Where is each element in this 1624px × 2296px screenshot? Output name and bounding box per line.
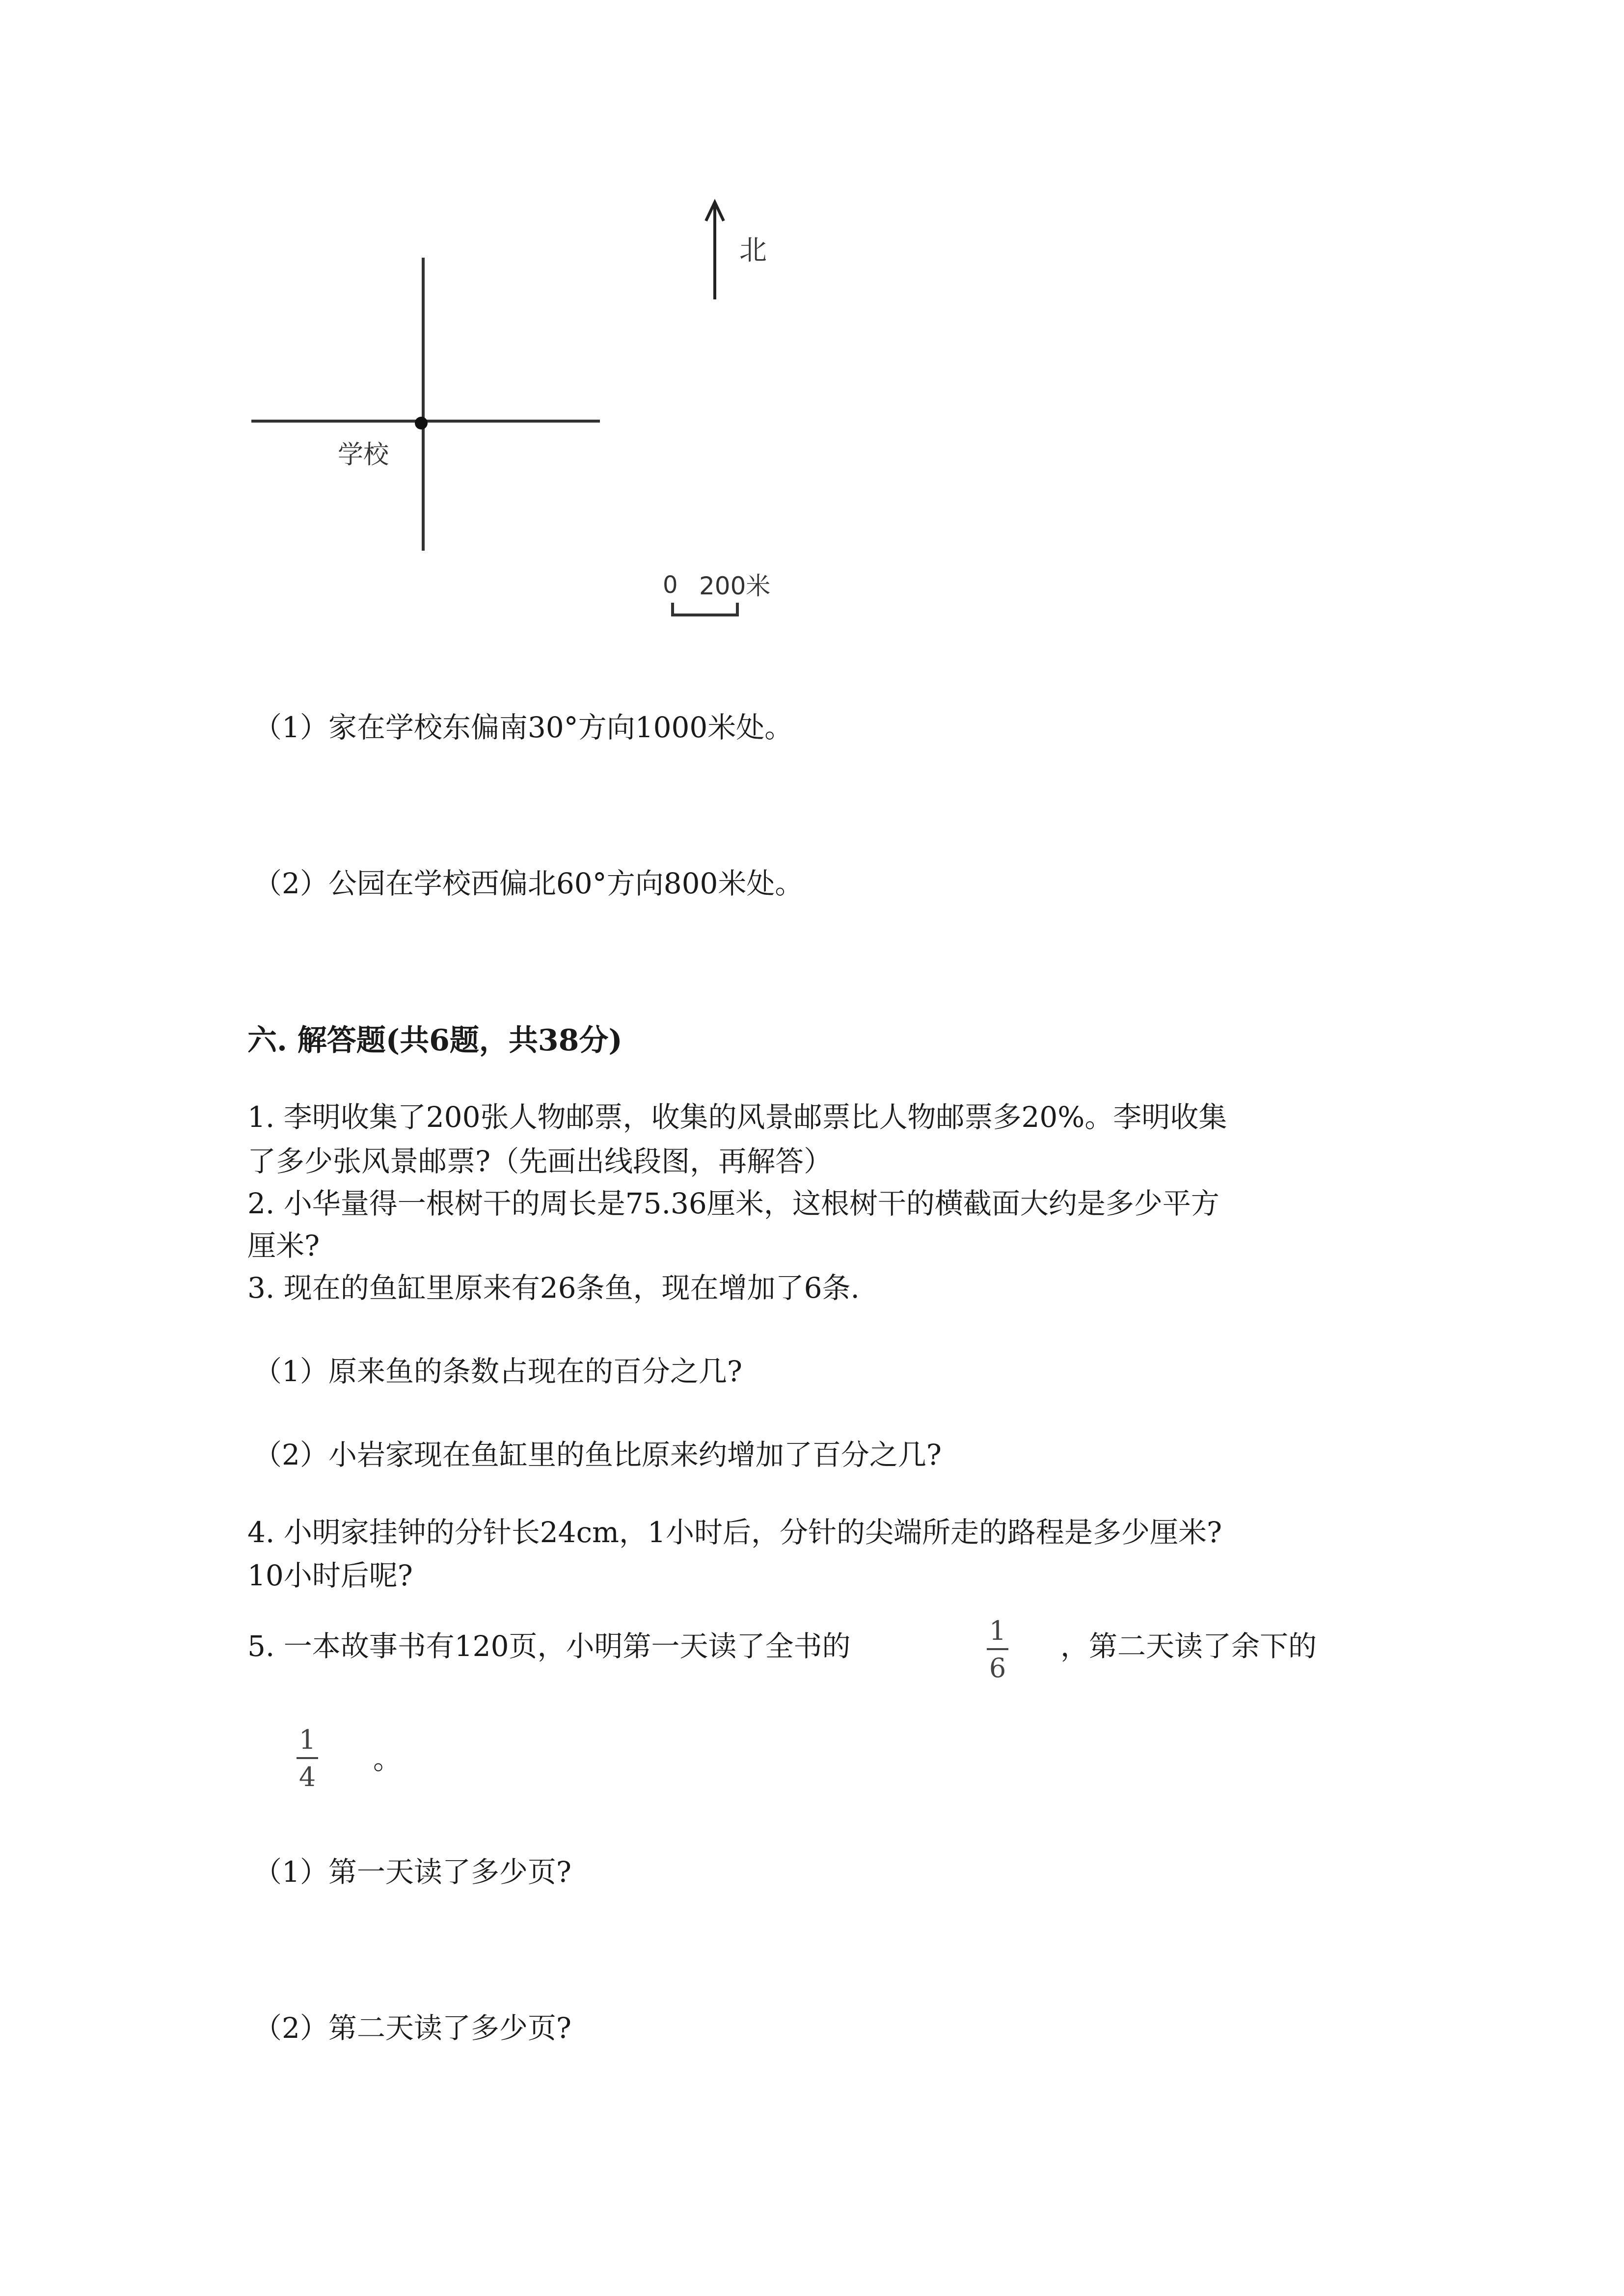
problem-3-sub-2: （2）小岩家现在鱼缸里的鱼比原来约增加了百分之几?	[253, 1438, 942, 1471]
north-label: 北	[739, 235, 767, 267]
fraction-2-denominator: 4	[298, 1762, 316, 1792]
problem-5-text-2: ，第二天读了余下的	[1060, 1629, 1317, 1663]
fraction-one-quarter	[297, 1726, 318, 1791]
fraction-1-numerator: 1	[989, 1615, 1006, 1646]
fraction-2-numerator: 1	[298, 1724, 316, 1755]
problem-5-text-1: 5. 一本故事书有120页，小明第一天读了全书的	[247, 1629, 851, 1663]
scale-length-label: 200米	[699, 572, 771, 600]
problem-5-text-3: 。	[373, 1742, 402, 1776]
problem-2-line-2: 厘米?	[247, 1229, 320, 1262]
map-question-2: （2）公园在学校西偏北60°方向800米处。	[253, 867, 804, 900]
problem-4-line-2: 10小时后呢?	[247, 1559, 413, 1592]
section-title: 六. 解答题(共6题，共38分)	[247, 1023, 623, 1058]
problem-3-sub-1: （1）原来鱼的条数占现在的百分之几?	[253, 1355, 742, 1388]
problem-2-line-1: 2. 小华量得一根树干的周长是75.36厘米，这根树干的横截面大约是多少平方	[247, 1187, 1219, 1220]
problem-3-line-1: 3. 现在的鱼缸里原来有26条鱼，现在增加了6条.	[247, 1271, 860, 1305]
problem-1-line-1: 1. 李明收集了200张人物邮票，收集的风景邮票比人物邮票多20%。李明收集	[247, 1100, 1227, 1134]
school-point	[415, 417, 428, 429]
school-label: 学校	[338, 440, 389, 470]
scale-zero-label: 0	[663, 571, 678, 599]
fraction-1-bar	[987, 1648, 1008, 1650]
problem-4-line-1: 4. 小明家挂钟的分针长24cm，1小时后，分针的尖端所走的路程是多少厘米?	[247, 1516, 1222, 1549]
problem-5-sub-2: （2）第二天读了多少页?	[253, 2011, 571, 2045]
fraction-1-denominator: 6	[989, 1653, 1006, 1683]
fraction-one-sixth	[987, 1617, 1008, 1682]
fraction-2-bar	[297, 1757, 318, 1759]
problem-5-sub-1: （1）第一天读了多少页?	[253, 1855, 571, 1889]
scale-bar	[673, 603, 737, 615]
problem-1-line-2: 了多少张风景邮票?（先画出线段图，再解答）	[247, 1145, 833, 1178]
map-question-1: （1）家在学校东偏南30°方向1000米处。	[253, 711, 793, 744]
direction-map-figure	[0, 0, 1624, 687]
